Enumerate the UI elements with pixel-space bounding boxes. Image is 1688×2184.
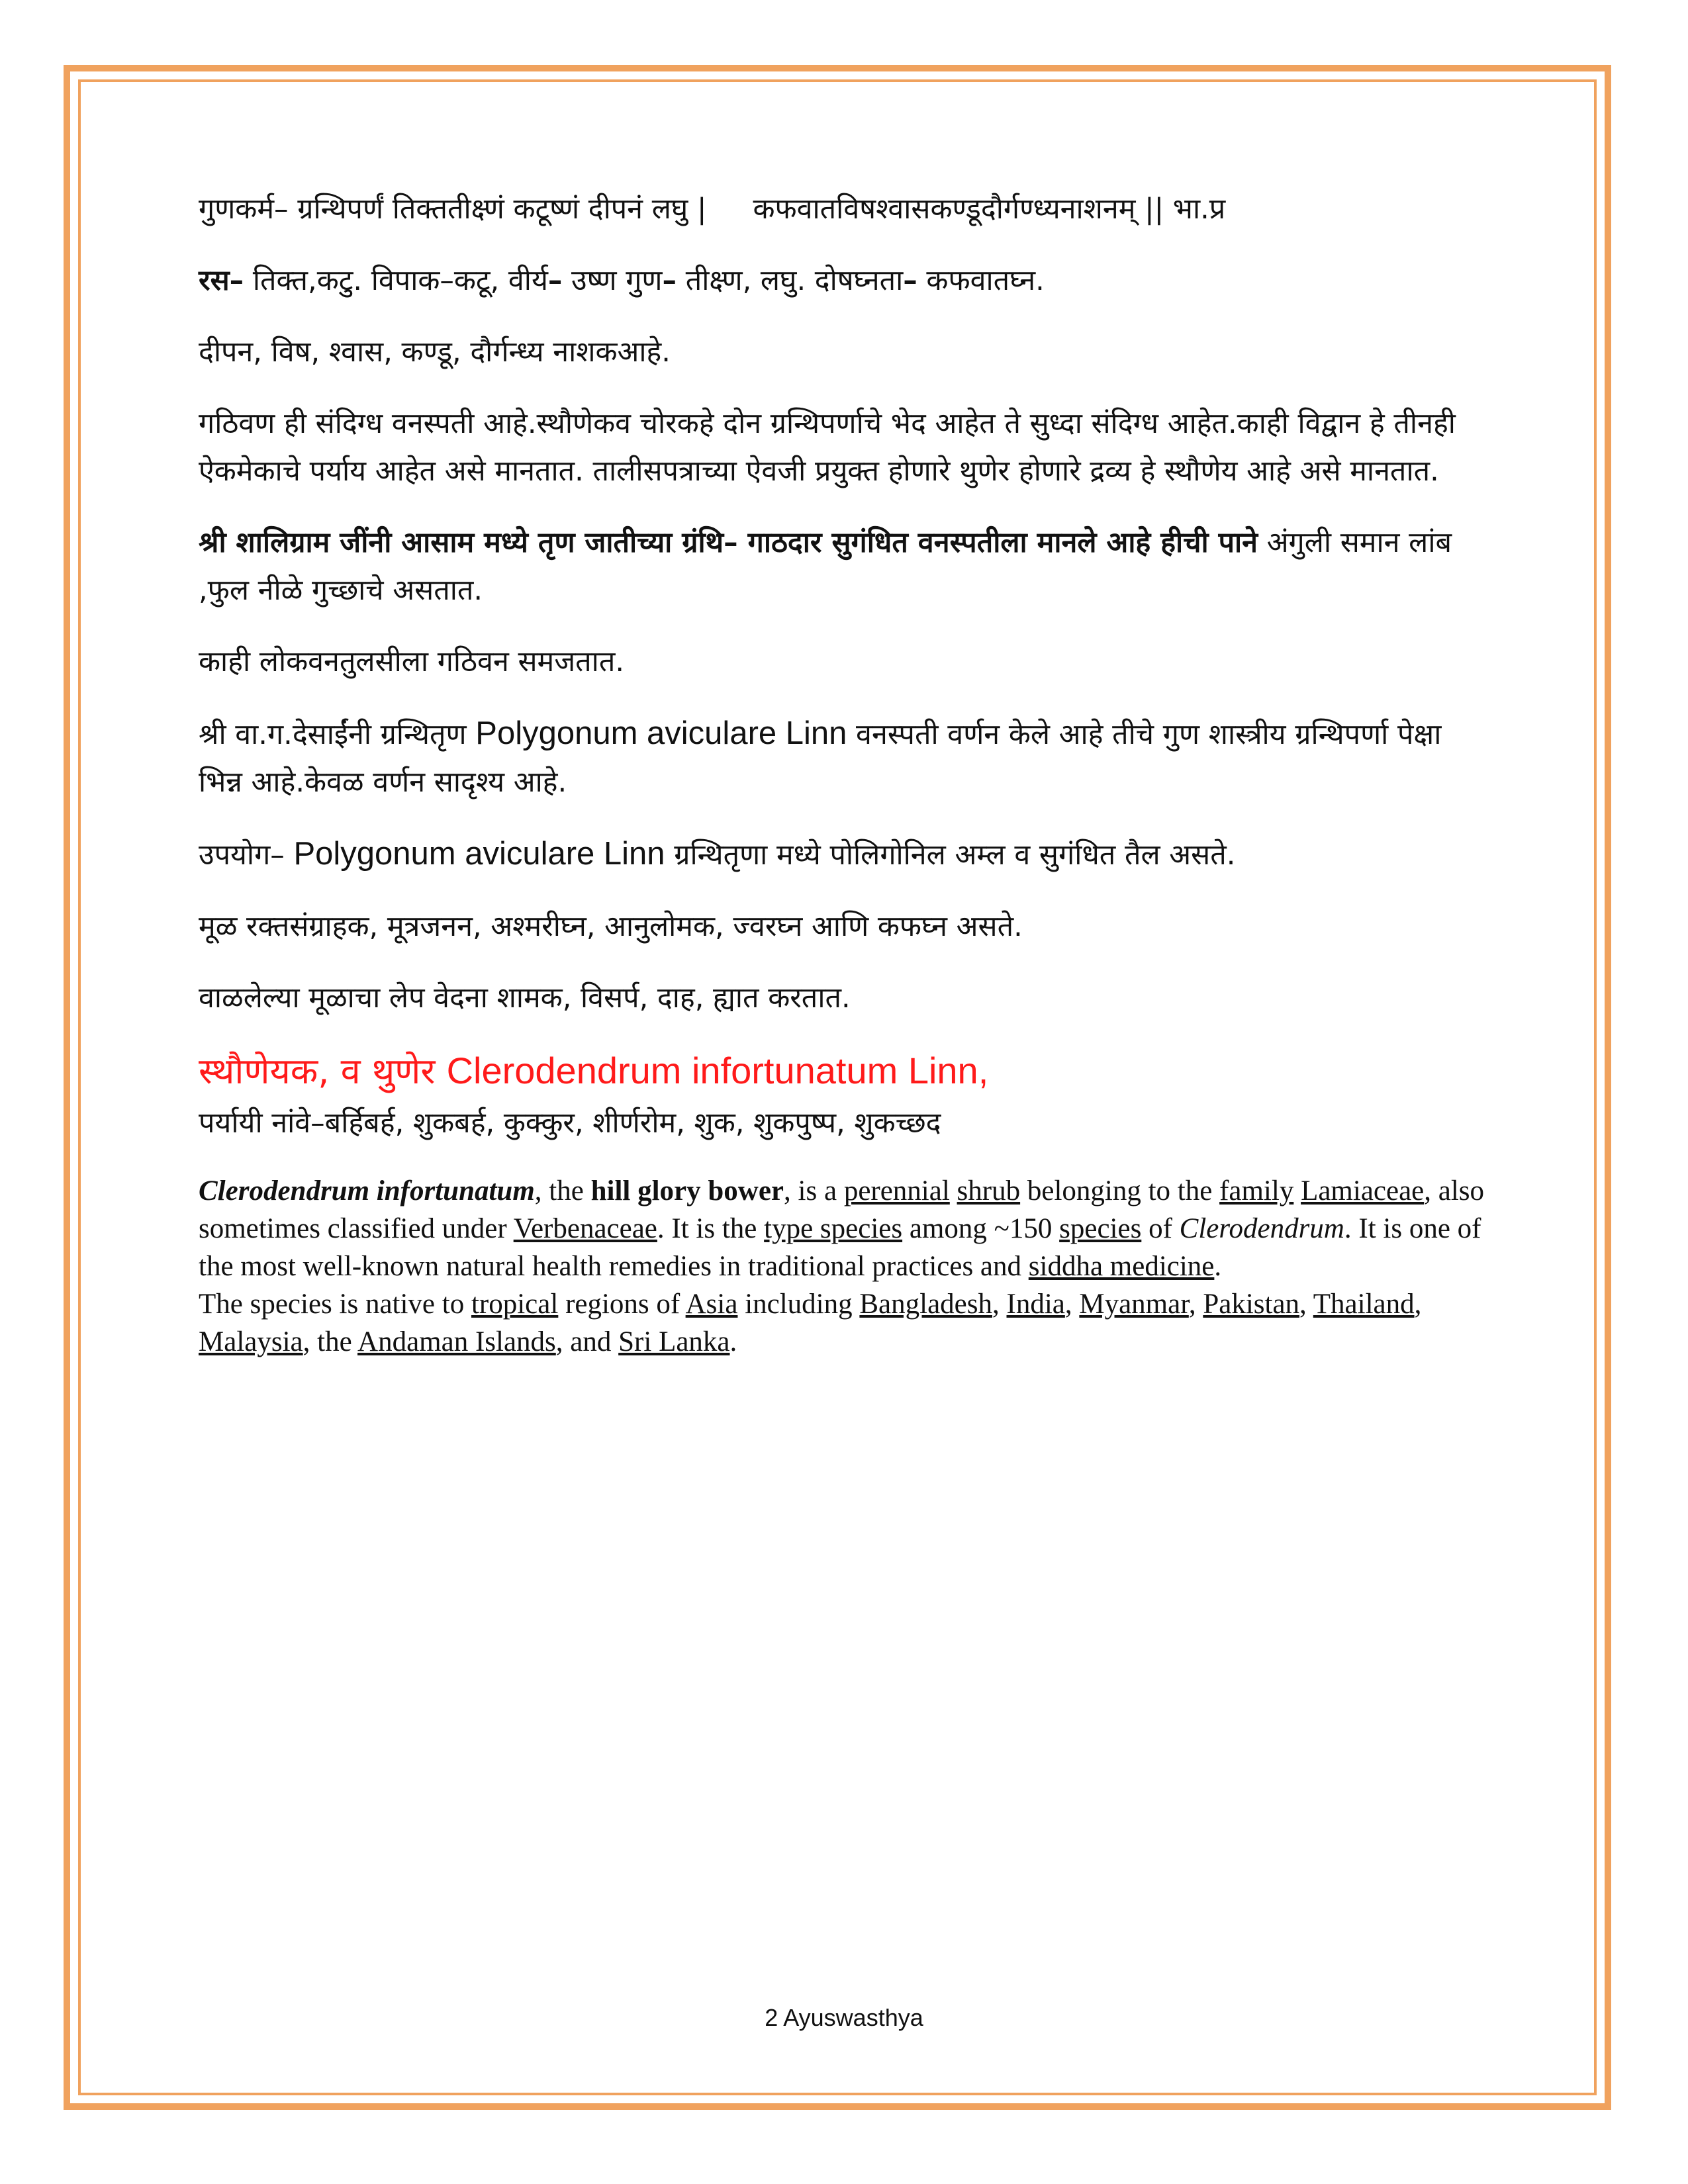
desai-before: श्री वा.ग.देसाईंनी ग्रन्थितृण <box>199 718 476 751</box>
link-type-species[interactable]: type species <box>764 1213 903 1244</box>
rasa-label: रस– <box>199 264 244 297</box>
desai-after: वनस्पती वर्णन केले आहे तीचे गुण शास्त्रीय ग्रन्थिपर्णा पेक्षा भिन्न आहे.केवळ वर्णन सादृश्य आहे. <box>199 718 1442 799</box>
text: , <box>1414 1289 1422 1320</box>
kahi-lok-line: काही लोकवनतुलसीला गठिवन समजतात. <box>199 645 624 678</box>
upayog-latin-name: Polygonum aviculare Linn <box>293 836 665 872</box>
link-pakistan[interactable]: Pakistan <box>1203 1289 1300 1320</box>
gunakarma-line <box>199 185 1489 233</box>
heading-marathi: स्थौणेयक, व थुणेर <box>199 1050 447 1092</box>
link-siddha-medicine[interactable]: siddha medicine <box>1028 1251 1215 1282</box>
link-thailand[interactable]: Thailand <box>1313 1289 1415 1320</box>
text: . <box>1214 1251 1222 1282</box>
rasa-text-4: कफवातघ्न. <box>917 264 1045 297</box>
text: The species is native to <box>199 1289 471 1320</box>
heading-latin: Clerodendrum infortunatum Linn, <box>446 1050 989 1091</box>
text: , <box>1188 1289 1203 1320</box>
text: of <box>1141 1213 1180 1244</box>
link-asia[interactable]: Asia <box>685 1289 738 1320</box>
text: including <box>737 1289 860 1320</box>
text: , is a <box>784 1175 844 1206</box>
text <box>1293 1175 1301 1206</box>
text: , <box>1064 1289 1080 1320</box>
text: , the <box>303 1326 358 1357</box>
shaligram-paragraph <box>199 519 1489 614</box>
link-family[interactable]: family <box>1219 1175 1294 1206</box>
text: , <box>992 1289 1007 1320</box>
text: , <box>1299 1289 1313 1320</box>
text: . <box>729 1326 737 1357</box>
link-india[interactable]: India <box>1006 1289 1065 1320</box>
text: among ~150 <box>902 1213 1060 1244</box>
desai-paragraph <box>199 709 1489 806</box>
link-tropical[interactable]: tropical <box>471 1289 559 1320</box>
rasa-dash-1: – <box>547 264 563 297</box>
text <box>950 1175 957 1206</box>
rasa-line <box>199 257 1489 304</box>
shaligram-normal: अंगुली समान लांब ,फुल नीळे गुच्छाचे असतात. <box>199 526 1452 607</box>
link-species[interactable]: species <box>1059 1213 1142 1244</box>
gunakarma-shloka-2: कफवातविषश्वासकण्डूदौर्गण्ध्यनाशनम् || भा.प्र <box>753 193 1226 226</box>
upayog-after: ग्रन्थितृणा मध्ये पोलिगोनिल अम्ल व सुगंधित तैल असते. <box>665 839 1236 872</box>
text: , the <box>534 1175 591 1206</box>
document-body <box>199 185 1489 1361</box>
upayog-label: उपयोग– <box>199 839 294 872</box>
link-verbenaceae[interactable]: Verbenaceae <box>513 1213 657 1244</box>
text: , and <box>555 1326 619 1357</box>
desai-latin-name: Polygonum aviculare Linn <box>475 715 847 751</box>
genus-name: Clerodendrum <box>1179 1213 1344 1244</box>
deepan-line: दीपन, विष, श्वास, कण्डू, दौर्गन्ध्य नाशकआहे. <box>199 336 671 369</box>
link-perennial[interactable]: perennial <box>843 1175 950 1206</box>
rasa-dash-3: – <box>903 264 917 297</box>
text: . It is one of the most well-known natural health remedies in traditional practices and <box>199 1213 1481 1282</box>
english-paragraph-1 <box>199 1172 1489 1285</box>
shaligram-bold: श्री शालिग्राम जींनी आसाम मध्ये तृण जातीच्या ग्रंथि– गाठदार सुगंधित वनस्पतीला मानले आहे हीची पाने <box>199 526 1258 559</box>
link-malaysia[interactable]: Malaysia <box>199 1326 303 1357</box>
page-footer: 2 Ayuswasthya <box>765 2004 923 2031</box>
gunakarma-shloka-1: ग्रन्थिपर्णं तिक्ततीक्ष्णं कटूष्णं दीपनं लघु | <box>288 193 707 226</box>
link-bangladesh[interactable]: Bangladesh <box>859 1289 992 1320</box>
link-lamiaceae[interactable]: Lamiaceae <box>1301 1175 1425 1206</box>
gunakarma-label: गुणकर्म– <box>199 193 289 226</box>
valaleli-line: वाळलेल्या मूळाचा लेप वेदना शामक, विसर्प, दाह, ह्यात करतात. <box>199 981 851 1015</box>
text: belonging to the <box>1020 1175 1220 1206</box>
english-paragraph-2 <box>199 1285 1489 1361</box>
link-shrub[interactable]: shrub <box>957 1175 1021 1206</box>
species-name: Clerodendrum infortunatum <box>199 1175 535 1206</box>
link-myanmar[interactable]: Myanmar <box>1079 1289 1189 1320</box>
mool-line: मूळ रक्तसंग्राहक, मूत्रजनन, अश्मरीघ्न, आनुलोमक, ज्वरघ्न आणि कफघ्न असते. <box>199 910 1023 943</box>
rasa-text-3: तीक्ष्ण, लघु. दोषघ्नता <box>677 264 904 297</box>
link-andaman-islands[interactable]: Andaman Islands <box>357 1326 556 1357</box>
rasa-dash-2: – <box>662 264 677 297</box>
english-description <box>199 1172 1489 1361</box>
common-name: hill glory bower <box>590 1175 784 1206</box>
paryayi-line: पर्यायी नांवे–बर्हिबर्ह, शुकबर्ह, कुक्कुर, शीर्णरोम, शुक, शुकपुष्प, शुकच्छद <box>199 1107 941 1140</box>
text: regions of <box>558 1289 686 1320</box>
gathivan-paragraph: गठिवण ही संदिग्ध वनस्पती आहे.स्थौणेकव चोरकहे दोन ग्रन्थिपर्णाचे भेद आहेत ते सुध्दा संदिग्ध आहेत.काही विद्वान हे तीनही ऐकमेकाचे पर्याय आहेत असे मानतात. तालीसपत्राच्या ऐवजी प्रयुक्त होणारे थुणेर होणारे द्रव्य हे स्थौणेय आहे असे मानतात. <box>199 407 1456 488</box>
upayog-line <box>199 830 1489 879</box>
section-heading <box>199 1046 1489 1097</box>
text: . It is the <box>657 1213 765 1244</box>
text: , also sometimes classified under <box>199 1175 1485 1244</box>
link-sri-lanka[interactable]: Sri Lanka <box>618 1326 730 1357</box>
rasa-text-1: तिक्त,कटु. विपाक–कटू, वीर्य <box>244 264 548 297</box>
rasa-text-2: उष्ण गुण <box>562 264 663 297</box>
